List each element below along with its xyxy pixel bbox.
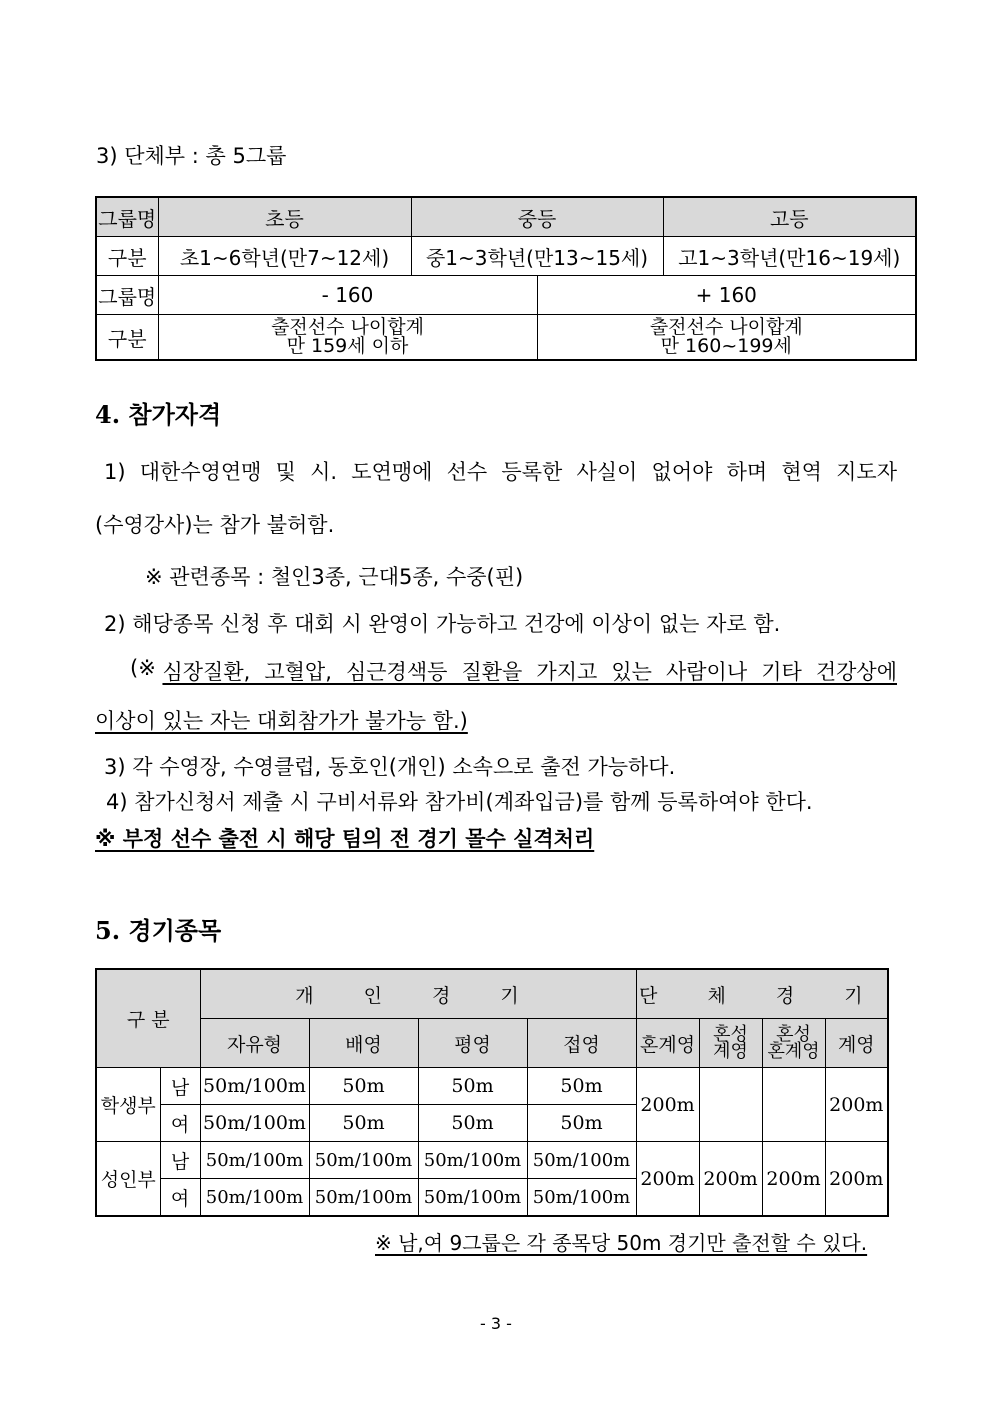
team-value	[762, 1068, 825, 1142]
health-note	[130, 656, 897, 686]
team-value	[699, 1068, 762, 1142]
individual-events-header: 개 인 경 기	[200, 969, 636, 1019]
event-header: 평영	[418, 1019, 527, 1068]
cell-line: 출전선수 나이합계	[649, 316, 803, 338]
event-value: 50m/100m	[200, 1179, 309, 1217]
table-cell: + 160	[537, 276, 916, 315]
table-cell: - 160	[158, 276, 537, 315]
event-header	[699, 1019, 762, 1068]
event-value: 50m	[527, 1105, 636, 1142]
gender-cell: 남	[160, 1142, 200, 1179]
team-value: 200m	[636, 1068, 699, 1142]
team-value: 200m	[699, 1142, 762, 1217]
cell-line: 혼성	[713, 1024, 748, 1045]
table-cell: 고1~3학년(만16~19세)	[663, 237, 916, 276]
table-cell	[158, 315, 537, 361]
cell-line: 만 160~199세	[660, 335, 792, 357]
table-cell: 그룹명	[96, 197, 158, 237]
group-name: 학생부	[96, 1068, 160, 1142]
group-name: 성인부	[96, 1142, 160, 1217]
gender-cell: 남	[160, 1068, 200, 1105]
cell-line: 혼계영	[767, 1041, 820, 1062]
eligibility-item-2: 2) 해당종목 신청 후 대회 시 완영이 가능하고 건강에 이상이 없는 자로 함.	[104, 612, 781, 636]
event-value: 50m/100m	[527, 1142, 636, 1179]
table-cell: 중1~3학년(만13~15세)	[411, 237, 663, 276]
team-section-title: 3) 단체부 : 총 5그룹	[96, 144, 287, 168]
eligibility-item-1: 1) 대한수영연맹 및 시. 도연맹에 선수 등록한 사실이 없어야 하며 현역 지도자	[104, 460, 897, 484]
table-cell: 중등	[411, 197, 663, 237]
table-cell: 초등	[158, 197, 411, 237]
event-value: 50m/100m	[200, 1068, 309, 1105]
event-header: 혼계영	[636, 1019, 699, 1068]
table-cell	[537, 315, 916, 361]
table-row	[96, 1142, 888, 1179]
event-header: 배영	[309, 1019, 418, 1068]
event-value: 50m/100m	[309, 1142, 418, 1179]
gender-cell: 여	[160, 1179, 200, 1217]
section-heading-events: 5. 경기종목	[95, 916, 222, 945]
event-value: 50m/100m	[418, 1142, 527, 1179]
table-row	[96, 1019, 888, 1068]
table-cell: 초1~6학년(만7~12세)	[158, 237, 411, 276]
table-cell: 고등	[663, 197, 916, 237]
team-value: 200m	[825, 1142, 888, 1217]
event-value: 50m/100m	[200, 1142, 309, 1179]
events-table	[95, 968, 889, 1217]
table-row	[96, 237, 916, 276]
event-header: 계영	[825, 1019, 888, 1068]
gender-cell: 여	[160, 1105, 200, 1142]
table-row	[96, 1068, 888, 1105]
event-value: 50m	[418, 1105, 527, 1142]
cell-line: 계영	[713, 1041, 748, 1062]
event-header: 자유형	[200, 1019, 309, 1068]
event-header: 접영	[527, 1019, 636, 1068]
team-events-header: 단 체 경 기	[636, 969, 888, 1019]
team-value: 200m	[636, 1142, 699, 1217]
table-row	[96, 197, 916, 237]
related-events-note: ※ 관련종목 : 철인3종, 근대5종, 수중(핀)	[145, 565, 524, 589]
event-value: 50m/100m	[418, 1179, 527, 1217]
eligibility-item-4: 4) 참가신청서 제출 시 구비서류와 참가비(계좌입금)를 함께 등록하여야 한다.	[106, 790, 813, 814]
event-header	[762, 1019, 825, 1068]
health-note-text: 심장질환, 고혈압, 심근경색등 질환을 가지고 있는 사람이나 기타 건강상에	[162, 660, 897, 684]
team-group-table	[95, 196, 917, 361]
event-value: 50m/100m	[200, 1105, 309, 1142]
category-header: 구 분	[96, 969, 200, 1068]
table-cell: 구분	[96, 315, 158, 361]
section-heading-eligibility: 4. 참가자격	[95, 400, 222, 429]
eligibility-item-1-cont: (수영강사)는 참가 불허함.	[95, 513, 335, 537]
table-row	[96, 315, 916, 361]
cell-line: 출전선수 나이합계	[271, 316, 424, 338]
table-cell: 그룹명	[96, 276, 158, 315]
team-value: 200m	[762, 1142, 825, 1217]
event-value: 50m	[309, 1105, 418, 1142]
event-value: 50m	[527, 1068, 636, 1105]
event-value: 50m	[309, 1068, 418, 1105]
health-note-cont: 이상이 있는 자는 대회참가가 불가능 함.)	[95, 709, 468, 733]
event-value: 50m/100m	[309, 1179, 418, 1217]
event-value: 50m	[418, 1068, 527, 1105]
event-value: 50m/100m	[527, 1179, 636, 1217]
page-number: - 3 -	[480, 1314, 512, 1333]
health-note-prefix: (※	[130, 656, 163, 680]
disqualification-warning: ※ 부정 선수 출전 시 해당 팀의 전 경기 몰수 실격처리	[95, 827, 595, 851]
cell-line: 혼성	[776, 1024, 811, 1045]
team-value: 200m	[825, 1068, 888, 1142]
cell-line: 만 159세 이하	[286, 335, 409, 357]
table-cell: 구분	[96, 237, 158, 276]
events-footnote: ※ 남,여 9그룹은 각 종목당 50m 경기만 출전할 수 있다.	[375, 1231, 868, 1255]
table-row	[96, 969, 888, 1019]
table-row	[96, 276, 916, 315]
eligibility-item-3: 3) 각 수영장, 수영클럽, 동호인(개인) 소속으로 출전 가능하다.	[104, 755, 676, 779]
